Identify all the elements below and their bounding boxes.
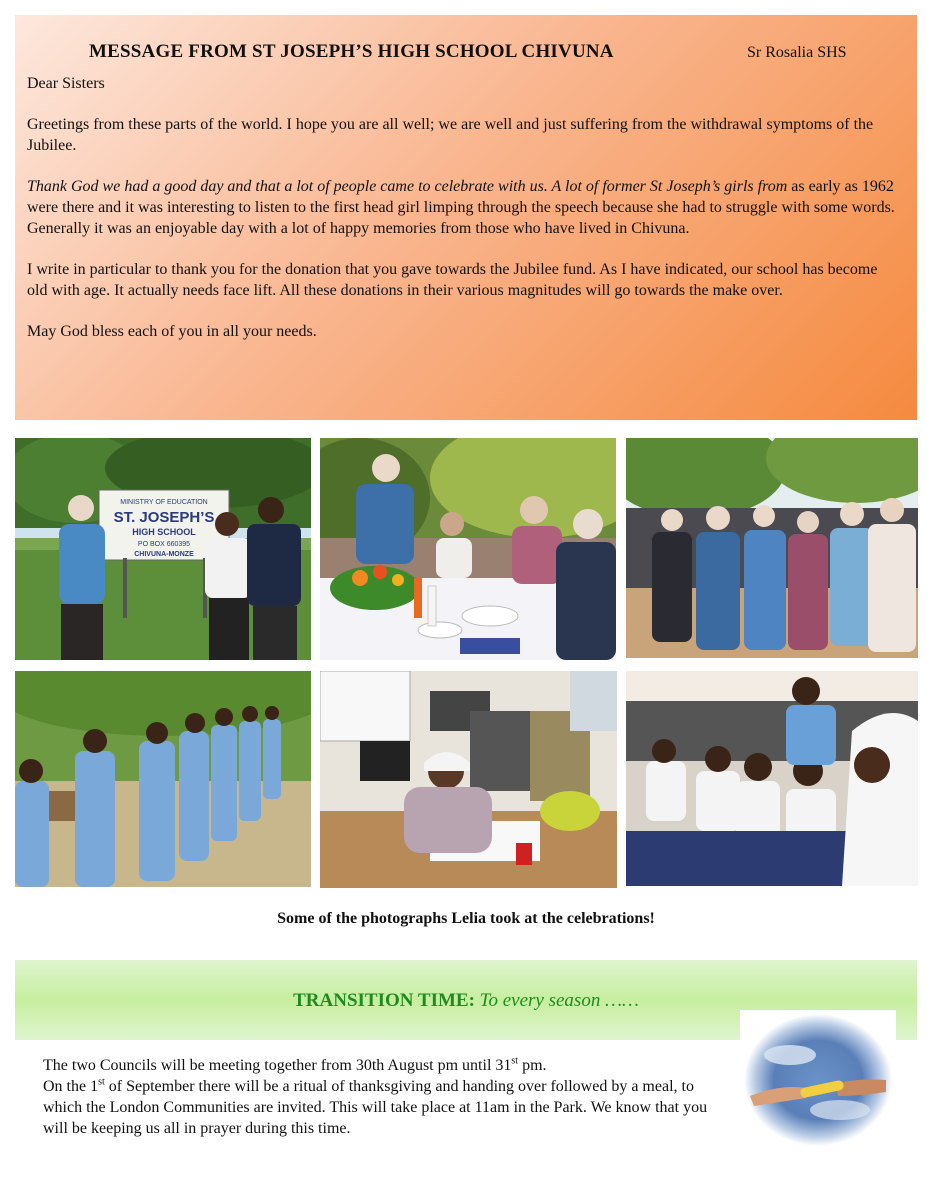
sign-line5: CHIVUNA-MONZE xyxy=(134,551,194,558)
photo-group-sisters xyxy=(626,438,918,658)
salutation: Dear Sisters xyxy=(27,75,105,92)
paragraph-blessing: May God bless each of you in all your needs. xyxy=(27,323,317,340)
transition-line-councils xyxy=(43,1055,733,1076)
message-body xyxy=(27,73,897,342)
transition-line2-a: On the 1 xyxy=(43,1078,99,1095)
transition-line1-b: pm. xyxy=(518,1057,547,1074)
sign-line2: ST. JOSEPH’S xyxy=(113,509,215,526)
paragraph-celebration-italic: Thank God we had a good day and that a lot of people came to celebrate with us. A lot of former St Joseph’s girls from xyxy=(27,178,788,195)
message-box xyxy=(15,15,917,420)
sign-line4: PO BOX 660395 xyxy=(137,541,191,548)
photo-school-sign xyxy=(15,438,311,660)
paragraph-celebration xyxy=(27,176,897,239)
transition-title-bold: TRANSITION TIME: xyxy=(293,990,475,1011)
message-header xyxy=(27,41,897,71)
transition-line1-a: The two Councils will be meeting together from 30th August pm until 31 xyxy=(43,1057,512,1074)
photo-dining-table xyxy=(320,438,616,660)
transition-body xyxy=(43,1055,733,1139)
paragraph-celebration-rest: as early as 1962 were there and it was interesting to listen to the first head girl limping through the speech because she had to struggle with some words. Generally it was an enjoyable day with a lot of happy memories from those who have lived in Chivuna. xyxy=(27,178,895,237)
message-author: Sr Rosalia SHS xyxy=(747,44,847,61)
photo-seated-students xyxy=(626,671,918,886)
message-title: MESSAGE FROM ST JOSEPH’S HIGH SCHOOL CHIVUNA xyxy=(89,41,614,62)
sign-line1: MINISTRY OF EDUCATION xyxy=(120,499,208,506)
transition-line2-b: of September there will be a ritual of thanksgiving and handing over followed by a meal, to which the London Communities are invited. This will take place at 11am in the Park. We know that you will be keeping us all in prayer during this time. xyxy=(43,1078,708,1137)
photo-students-dancing xyxy=(15,671,311,887)
paragraph-greetings: Greetings from these parts of the world. I hope you are all well; we are well and just suffering from the withdrawal symptoms of the Jubilee. xyxy=(27,116,874,154)
transition-title xyxy=(15,990,917,1012)
sign-line3: HIGH SCHOOL xyxy=(132,527,196,537)
photo-caption: Some of the photographs Lelia took at the celebrations! xyxy=(277,910,655,927)
transition-line1-sup: st xyxy=(511,1055,519,1067)
transition-line-ritual xyxy=(43,1076,733,1139)
paragraph-donation: I write in particular to thank you for the donation that you gave towards the Jubilee fund. As I have indicated, our school has become old with age. It actually needs face lift. All these donations in their various magnitudes will go towards the make over. xyxy=(27,261,878,299)
baton-handover-image xyxy=(740,1010,896,1150)
transition-line2-sup: st xyxy=(98,1076,105,1088)
transition-title-italic: To every season …… xyxy=(474,990,639,1011)
photo-office-desk xyxy=(320,671,617,888)
